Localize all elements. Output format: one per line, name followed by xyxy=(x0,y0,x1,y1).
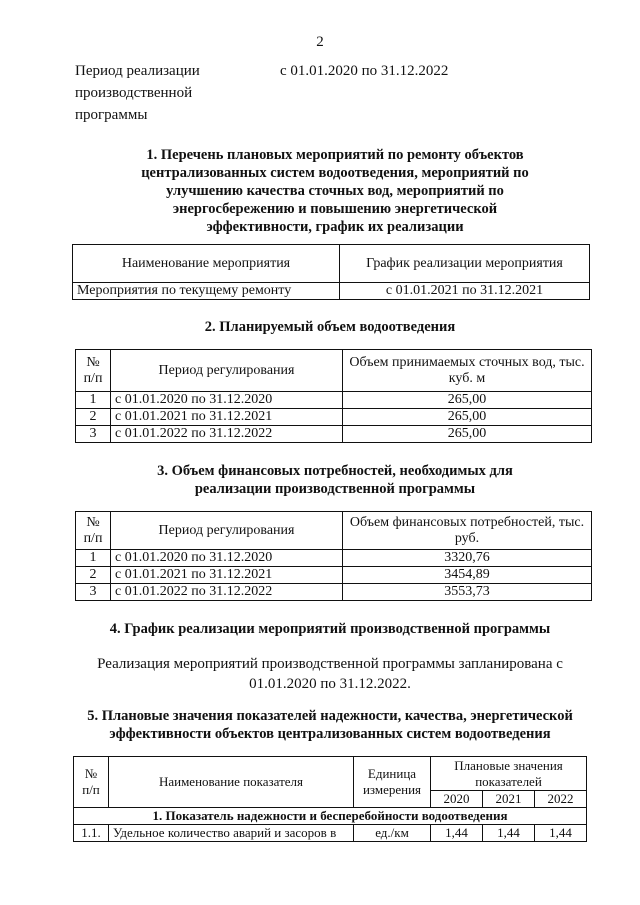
section5-heading: 5. Плановые значения показателей надежности, качества, энергетической эффективности объектов централизованных систем водоотведения xyxy=(87,708,573,742)
row-num: 2 xyxy=(76,409,111,426)
volume-header-num: № п/п xyxy=(76,350,111,392)
row-period: с 01.01.2022 по 31.12.2022 xyxy=(111,426,343,443)
row-num: 1.1. xyxy=(74,825,109,842)
table-row xyxy=(76,409,592,426)
row-value: 1,44 xyxy=(431,825,483,842)
year-2020: 2020 xyxy=(431,791,483,808)
row-unit: ед./км xyxy=(354,825,431,842)
row-num: 1 xyxy=(76,550,111,567)
section1-heading: 1. Перечень плановых мероприятий по ремонту объектов централизованных систем водоотведения, мероприятий по улучшению качества сточных вод, мероприятий по энергосбережению и повышению энергетической эффективности, график их реализации xyxy=(141,147,529,235)
indicators-header-name: Наименование показателя xyxy=(109,757,354,808)
year-2022: 2022 xyxy=(534,791,586,808)
finance-header-value: Объем финансовых потребностей, тыс. руб. xyxy=(343,512,592,550)
section4-heading: 4. График реализации мероприятий производственной программы xyxy=(109,621,551,637)
table-row xyxy=(76,426,592,443)
section3-heading: 3. Объем финансовых потребностей, необходимых для реализации производственной программы xyxy=(157,463,513,497)
events-header-name: Наименование мероприятия xyxy=(73,245,340,283)
table-row xyxy=(73,283,590,300)
row-value: 3320,76 xyxy=(343,550,592,567)
section2-heading: 2. Планируемый объем водоотведения xyxy=(204,319,456,335)
events-header-schedule: График реализации мероприятия xyxy=(340,245,590,283)
row-period: с 01.01.2022 по 31.12.2022 xyxy=(111,584,343,601)
volume-header-period: Период регулирования xyxy=(111,350,343,392)
row-period: с 01.01.2021 по 31.12.2021 xyxy=(111,567,343,584)
row-num: 1 xyxy=(76,392,111,409)
row-value: 265,00 xyxy=(343,426,592,443)
finance-header-period: Период регулирования xyxy=(111,512,343,550)
row-period: с 01.01.2020 по 31.12.2020 xyxy=(111,550,343,567)
page-number: 2 xyxy=(316,34,324,50)
row-num: 2 xyxy=(76,567,111,584)
events-cell: с 01.01.2021 по 31.12.2021 xyxy=(340,283,590,300)
row-value: 3553,73 xyxy=(343,584,592,601)
table-row xyxy=(76,584,592,601)
finance-header-num: № п/п xyxy=(76,512,111,550)
table-row xyxy=(76,567,592,584)
table-row xyxy=(76,550,592,567)
volume-header-value: Объем принимаемых сточных вод, тыс. куб. м xyxy=(343,350,592,392)
events-cell: Мероприятия по текущему ремонту xyxy=(73,283,340,300)
finance-table xyxy=(75,511,592,601)
table-row xyxy=(74,825,587,842)
section4-text: Реализация мероприятий производственной программы запланирована с 01.01.2020 по 31.12.2022. xyxy=(97,656,563,692)
events-table xyxy=(72,244,590,300)
indicators-group-title: 1. Показатель надежности и бесперебойности водоотведения xyxy=(74,808,587,825)
row-period: с 01.01.2020 по 31.12.2020 xyxy=(111,392,343,409)
row-value: 265,00 xyxy=(343,392,592,409)
volume-table xyxy=(75,349,592,443)
period-value: с 01.01.2020 по 31.12.2022 xyxy=(280,63,449,79)
row-period: с 01.01.2021 по 31.12.2021 xyxy=(111,409,343,426)
row-num: 3 xyxy=(76,584,111,601)
table-row xyxy=(76,392,592,409)
row-value: 1,44 xyxy=(534,825,586,842)
period-label: Период реализации производственной программы xyxy=(75,63,200,123)
year-2021: 2021 xyxy=(482,791,534,808)
indicators-header-num: № п/п xyxy=(74,757,109,808)
row-value: 265,00 xyxy=(343,409,592,426)
indicators-table xyxy=(73,756,587,842)
row-name: Удельное количество аварий и засоров в xyxy=(109,825,354,842)
indicators-header-planned: Плановые значения показателей xyxy=(431,757,587,791)
indicators-header-unit: Единица измерения xyxy=(354,757,431,808)
row-value: 3454,89 xyxy=(343,567,592,584)
row-num: 3 xyxy=(76,426,111,443)
row-value: 1,44 xyxy=(482,825,534,842)
